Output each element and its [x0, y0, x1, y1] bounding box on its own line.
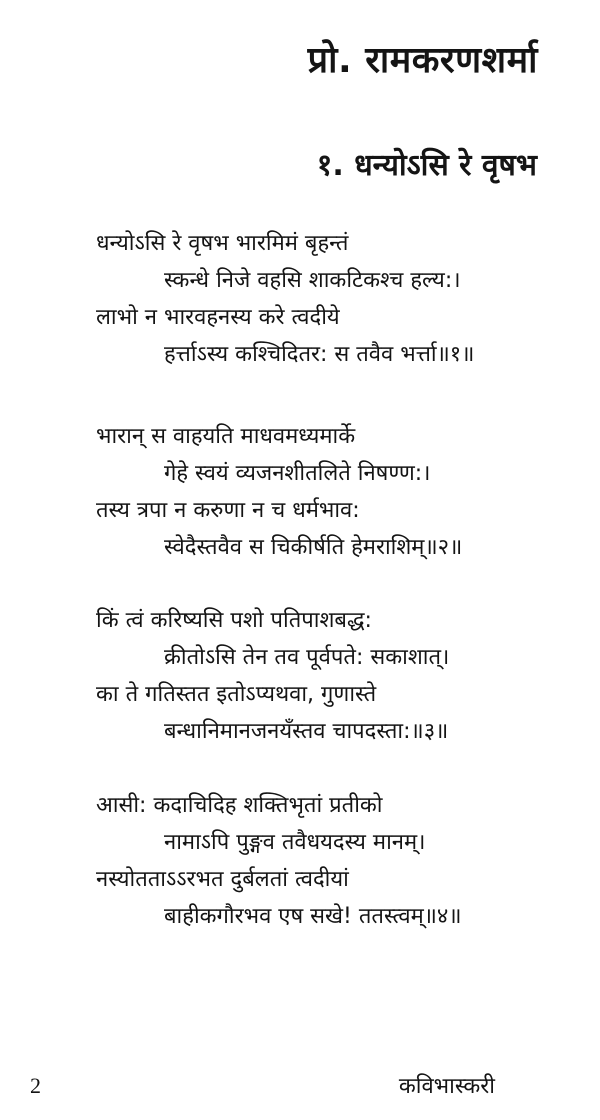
verse-line: हर्त्ताऽस्य कश्चिदितर: स तवैव भर्त्ता॥१॥: [164, 342, 475, 367]
poem-title: १. धन्योऽसि रे वृषभ: [316, 148, 537, 183]
verse-line: स्कन्धे निजे वहसि शाकटिकश्च हल्य:।: [164, 268, 461, 293]
verse-line: बन्धानिमानजनयँस्तव चापदस्ता:॥३॥: [164, 719, 449, 744]
verse-line: किं त्वं करिष्यसि पशो पतिपाशबद्ध:: [96, 608, 372, 633]
stanza-1: [96, 225, 566, 373]
stanza-3: [96, 602, 566, 750]
verse-line: नस्योतताऽऽरभत दुर्बलतां त्वदीयां: [96, 867, 349, 892]
verse-line: लाभो न भारवहनस्य करे त्वदीये: [96, 305, 340, 330]
stanza-2: [96, 418, 566, 566]
verse-line: आसी: कदाचिदिह शक्तिभृतां प्रतीको: [96, 793, 383, 818]
verse-line: नामाऽपि पुङ्गव तवैधयदस्य मानम्।: [164, 830, 426, 855]
verse-line: गेहे स्वयं व्यजनशीतलिते निषण्ण:।: [164, 461, 431, 486]
author-name: प्रो. रामकरणशर्मा: [307, 40, 538, 81]
book-title: कविभास्करी: [398, 1074, 495, 1099]
verse-line: स्वेदैस्तवैव स चिकीर्षति हेमराशिम्॥२॥: [164, 535, 463, 560]
stanza-4: [96, 787, 566, 935]
page-number: 2: [30, 1073, 41, 1098]
verse-line: भारान् स वाहयति माधवमध्यमार्के: [96, 424, 356, 449]
verse-line: का ते गतिस्तत इतोऽप्यथवा, गुणास्ते: [96, 682, 377, 707]
verse-line: बाहीकगौरभव एष सखे! ततस्त्वम्॥४॥: [164, 904, 462, 929]
verse-line: तस्य त्रपा न करुणा न च धर्मभाव:: [96, 498, 360, 523]
verse-line: धन्योऽसि रे वृषभ भारमिमं बृहन्तं: [96, 231, 349, 256]
verse-line: क्रीतोऽसि तेन तव पूर्वपते: सकाशात्।: [164, 645, 450, 670]
